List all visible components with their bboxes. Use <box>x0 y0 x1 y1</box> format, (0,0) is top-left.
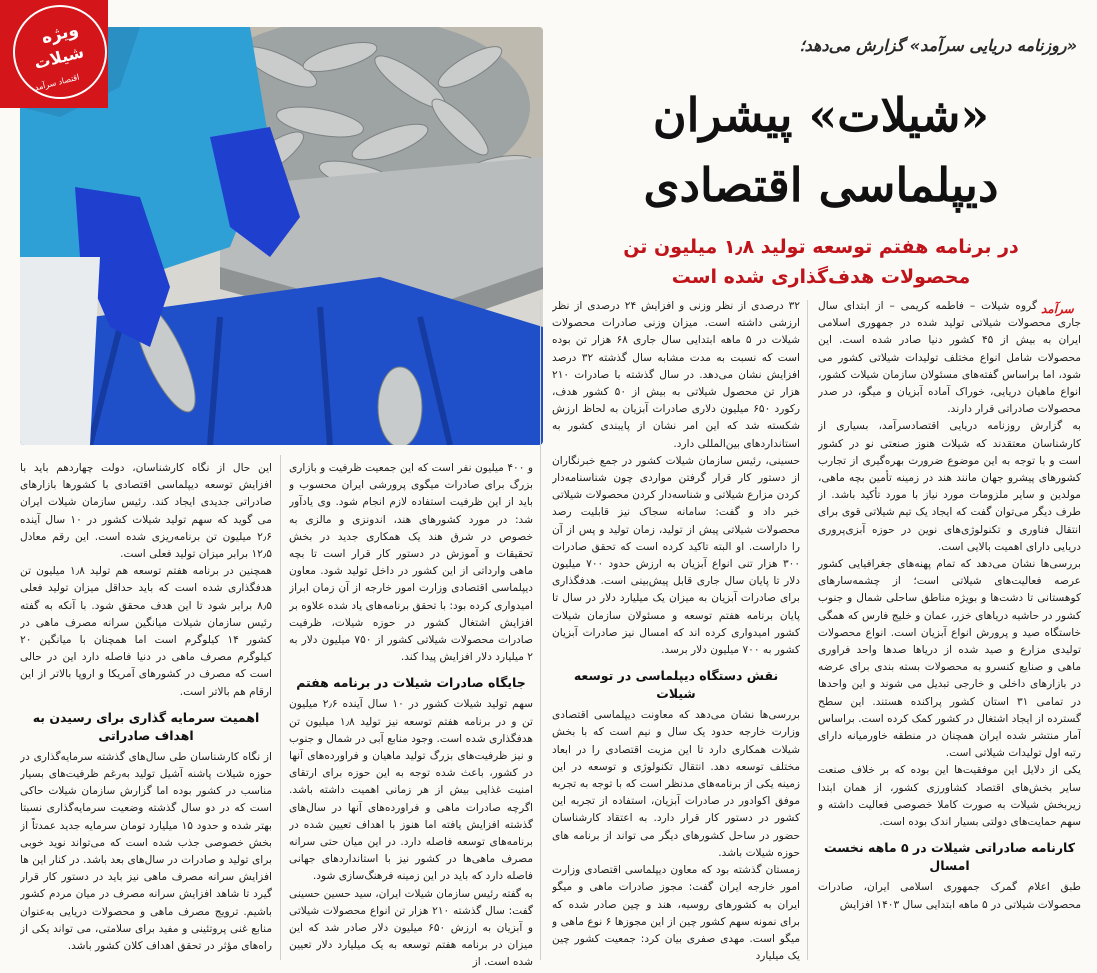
paragraph: به گزارش روزنامه دریایی اقتصادسرآمد، بسیاری از کارشناسان معتقدند که شیلات هنوز صنعتی نو در کشور است و با توجه به این موضوع ضرورت بهره‌گیری از تجارب کشورهای پیشرو جهان مانند هند در زمینه تأمین بچه ماهی، مولدین و سایر ملزومات مورد نیاز با مورد تأکید باشد. از طرف دیگر می‌توان گفت که ایجاد یک تیم شیلاتی قوی برای انتقال فناوری و تکنولوژی‌های نوین در حوزه آبزی‌پروری دریایی دارای اهمیت بالایی است. <box>818 420 1081 553</box>
column-divider <box>280 455 281 960</box>
paragraph: طبق اعلام گمرک جمهوری اسلامی ایران، صادرات محصولات شیلاتی در ۵ ماهه ابتدایی سال ۱۴۰۳ افزایش <box>818 881 1081 911</box>
paragraph: این حال از نگاه کارشناسان، دولت چهاردهم باید با افزایش توسعه دیپلماسی اقتصادی با کشورها بازارهای صادراتی جدیدی ایجاد کند. رئیس سازمان شیلات ایران می گوید که سهم تولید شیلات کشور در ۱۰ سال آینده ۲٫۶ میلیون تن برنامه‌ریزی شده است. این رقم معادل ۱۲٫۵ برابر میزان تولید فعلی است. <box>20 462 272 561</box>
paragraph: و ۴۰۰ میلیون نفر است که این جمعیت ظرفیت و بازاری بزرگ برای صادرات میگوی پرورشی ایران محسوب و باید از این ظرفیت استفاده لازم انجام شود. وی یادآور شد: در مورد کشورهای هند، اندونزی و مالزی به خصوص در شرق هند یک همکاری جدید در بخش تحقیقات و آموزش در دستور کار قرار است تا بچه ماهی وارداتی از این کشور در داخل تولید شود. معاون دیپلماسی اقتصادی وزارت امور خارجه از آن زمان ابراز امیدواری کرده بود: با تحقق برنامه‌های یاد شده علاوه بر افزایش اشتغال کشور در حوزه شیلات، ظرفیت صادرات محصولات شیلاتی کشور از ۷۵۰ میلیون دلار به ۲ میلیارد دلار افزایش پیدا کند. <box>289 462 533 664</box>
column-divider <box>540 300 541 960</box>
paragraph: به گفته رئیس سازمان شیلات ایران، سید حسین حسینی گفت: سال گذشته ۲۱۰ هزار تن انواع محصولات شیلاتی و آبزیان به ارزش ۶۵۰ میلیون دلار صادر شد که این میزان در برنامه هفتم توسعه به یک میلیارد دلار تعیین شده است. از <box>289 887 533 968</box>
section-heading: کارنامه صادراتی شیلات در ۵ ماهه نخست امسال <box>823 840 1076 874</box>
section-heading: اهمیت سرمایه گذاری برای رسیدن به اهداف صادراتی <box>32 709 260 743</box>
article-column-1 <box>818 298 1081 968</box>
special-badge <box>0 0 108 108</box>
headline-line-1: «شیلات» پیشران <box>652 88 990 142</box>
publisher-logo-text: سرآمد <box>1041 302 1074 316</box>
paragraph: همچنین در برنامه هفتم توسعه هم تولید ۱٫۸ میلیون تن هدفگذاری شده است که باید حداقل میزان تولید فعلی ۸٫۵ برابر شود تا این هدف محقق شود. با آنکه به گفته رئیس سازمان شیلات میانگین سرانه مصرف ماهی در کشور ۱۴ کیلوگرم است اما همچنان با میانگین ۲۰ کیلوگرم مصرف ماهی در دنیا فاصله دارد این در حالی است که مصرف در کشورهای آمریکا و اروپا بالاتر از این ارقام هم بالاتر است. <box>20 565 272 698</box>
article-column-3 <box>289 460 533 968</box>
paragraph: ۳۲ درصدی از نظر وزنی و افزایش ۲۴ درصدی از نظر ارزشی داشته است. میزان وزنی صادرات محصولات شیلات در ۵ ماهه ابتدایی سال جاری ۶۸ هزار تن بوده است که نسبت به مدت مشابه سال گذشته ۳۲ درصد افزایش نشان می‌دهد. در سال گذشته با صادرات ۲۱۰ هزار تن محصول شیلاتی به بیش از ۵۰ کشور هدف، رکورد ۶۵۰ میلیون دلاری صادرات آبزیان به لحاظ ارزش شکسته شد که این امر نشان از پایبندی کشور به استانداردهای بین‌المللی دارد. <box>552 300 800 450</box>
kicker: «روزنامه دریایی سرآمد» گزارش می‌دهد؛ <box>799 36 1077 55</box>
article-column-2 <box>552 298 800 968</box>
paragraph: گروه شیلات – فاطمه کریمی – از ابتدای سال جاری محصولات شیلاتی تولید شده در جمهوری اسلامی ایران به بیش از ۴۵ کشور دنیا صادر شده است. این محصولات شامل انواع مختلف تولیدات شیلاتی کشور می شود، اما براساس گفته‌های مسئولان سازمان شیلات کشور، انواع ماهیان دریایی، خوراک آماده آبزیان و میگو، در صدر محصولات صادراتی قرار دارند. <box>818 300 1081 416</box>
section-heading: جایگاه صادرات شیلات در برنامه هفتم <box>296 675 526 691</box>
article-column-4 <box>20 460 272 968</box>
headline <box>581 80 1061 220</box>
paragraph: یکی از دلایل این موفقیت‌ها این بوده که بر خلاف صنعت سایر بخش‌های اقتصاد کشاورزی کشور، از همان ابتدا زیربخش شیلات به صورت کاملا خصوصی فعالیت داشته و سهم حمایت‌های دولتی بسیار اندک بوده است. <box>818 764 1081 829</box>
paragraph: بررسی‌ها نشان می‌دهد که معاونت دیپلماسی اقتصادی وزارت خارجه حدود یک سال و نیم است که با بخش شیلات همکاری دارد تا این مزیت اقتصادی را در ابعاد مختلف توسعه دهد. انتقال تکنولوژی و توسعه در این زمینه یکی از برنامه‌های مدنظر است که با توجه به تجربه موفق اکوادور در صادرات آبزیان، استفاده از تجربه این کشور در دستور کار قرار دارد. به اعتقاد کارشناسان حضور در ساحل کشورهای دیگر می تواند از برنامه های حوزه شیلات باشد. <box>552 709 800 859</box>
headline-line-2: دیپلماسی اقتصادی <box>643 158 999 212</box>
paragraph: بررسی‌ها نشان می‌دهد که تمام پهنه‌های جغرافیایی کشور عرصه فعالیت‌های شیلاتی است؛ از چشمه‌سارهای کوهستانی تا دشت‌ها و بویژه مناطق ساحلی شمال و جنوب کشور در حاشیه دریاهای خزر، عمان و خلیج فارس که همگی خاستگاه صید و پرورش انواع آبزیان است. انواع محصولات تولیدی مزارع و صید شده از دریاها صدها واحد فراوری ماهی و صنایع کنسرو به محصولات بسته بندی برای عرضه در بازارهای داخلی و خارجی تبدیل می شوند و این واحدها در تمامی ۳۱ استان کشور پراکنده هستند. این سطح گسترده از ایجاد اشتغال در کشور کمک کرده است. براساس آمار منتشر شده ایران همچنان در منطقه خاورمیانه دارای رتبه اول تولیدات شیلاتی است. <box>818 558 1081 760</box>
paragraph: حسینی، رئیس سازمان شیلات کشور در جمع خبرنگاران از دستور کار قرار گرفتن مواردی چون شناسنامه‌دار کردن مزارع شیلاتی و شناسه‌دار کردن محصولات شیلاتی خبر داد و گفت: سامانه سجاک نیز قابلیت رصد محصولات شیلاتی پیش از تولید، زمان تولید و پس از آن را داراست. او البته تاکید کرده است که تحقق صادرات ۳۰۰ هزار تنی انواع آبزیان به ارزش حدود ۷۰۰ میلیون دلار تا پایان سال جاری قابل پیش‌بینی است. هدفگذاری برای صادرات آبزیان به میزان یک میلیارد دلار در سال تا پایان برنامه هفتم توسعه و مسئولان سازمان شیلات کشور امیدواری کرده اند که امسال نیز صادرات آبزیان کشور به ۷۰۰ میلیون دلار برسد. <box>552 454 800 657</box>
badge-title: ویژه <box>39 19 81 49</box>
paragraph: سهم تولید شیلات کشور در ۱۰ سال آینده ۲٫۶ میلیون تن و در برنامه هفتم توسعه نیز تولید ۱٫۸ میلیون تن هدفگذاری شده است. وجود منابع آبی در شمال و جنوب و نیز ظرفیت‌های بزرگ تولید ماهیان و فراورده‌های آنها در کشور، باعث شده توجه به این حوزه برای ارتقای امنیت غذایی بیش از هر زمانی اهمیت داشته باشد. اگرچه صادرات ماهی و فراورده‌های آنها در سال‌های گذشته افزایش یافته اما هنوز با اهداف تعیین شده در برنامه‌های توسعه فاصله دارد. در این میان حتی سرانه مصرف ماهی‌ها در کشور نیز با استانداردهای جهانی فاصله دارد که باید در این زمینه فرهنگ‌سازی شود. <box>289 698 533 883</box>
section-heading: نقش دستگاه دیپلماسی در توسعه شیلات <box>573 668 779 702</box>
badge-publisher: اقتصاد سرآمد <box>33 72 81 93</box>
badge-subtitle: شیلات <box>32 42 86 73</box>
subhead: در برنامه هفتم توسعه تولید ۱٫۸ میلیون تن محصولات هدف‌گذاری شده است <box>623 236 1019 288</box>
column-divider <box>807 300 808 960</box>
paragraph: از نگاه کارشناسان طی سال‌های گذشته سرمایه‌گذاری در حوزه شیلات پاشنه آشیل تولید به‌رغم ظرفیت‌های بسیار مناسب در کشور بوده اما گزارش سازمان شیلات حاکی است که در دو سال گذشته وضعیت سرمایه‌گذاری نسبتا بهتر شده و حدود ۱۵ میلیارد تومان سرمایه جدید عمدتاً از بخش خصوصی جذب شده است که می‌تواند نوید خوبی برای تولید و صادرات در سال‌های بعد باشد. در کنار این ها افزایش سرانه مصرف ماهی نیز باید در دستور کار قرار گیرد تا شاهد افزایش سرانه مصرف در میان مردم کشور باشیم. ترویج مصرف ماهی و محصولات دریایی به‌عنوان منابع غنی پروتئینی و مفید برای سلامتی، می تواند یکی از راه‌های مؤثر در تحقق اهداف کلان کشور باشد. <box>20 750 272 953</box>
paragraph: زمستان گذشته بود که معاون دیپلماسی اقتصادی وزارت امور خارجه ایران گفت: مجوز صادرات ماهی و میگو ایران به کشورهای روسیه، هند و چین صادر شده که برای نمونه سهم کشور چین از این مجوزها ۶ نوع ماهی و میگو است. مهدی صفری بیان کرد: جمعیت کشور چین یک میلیارد <box>552 864 800 963</box>
